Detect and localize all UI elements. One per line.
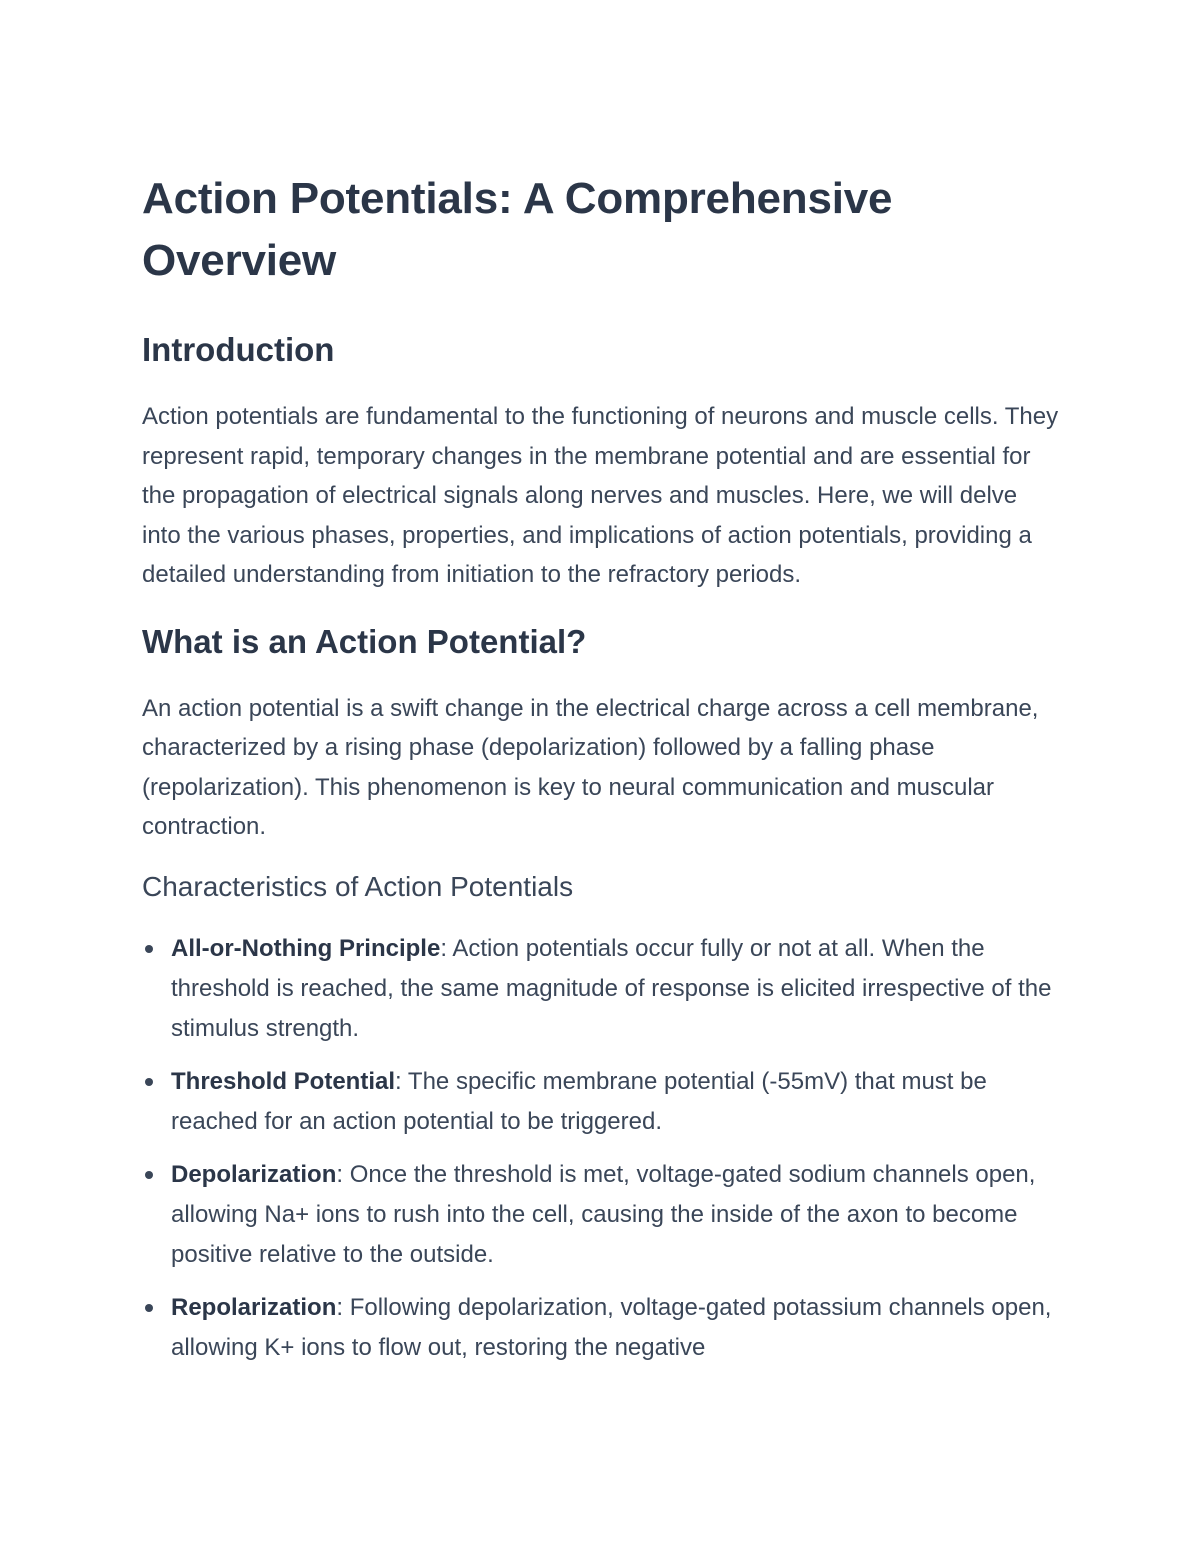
section-heading-introduction: Introduction <box>142 331 335 368</box>
bullet-icon <box>145 1171 153 1179</box>
list-item-term: Threshold Potential <box>171 1067 396 1095</box>
list-item <box>142 929 1062 1049</box>
list-item-term: Depolarization <box>171 1160 337 1188</box>
section-heading-what-is: What is an Action Potential? <box>142 622 587 660</box>
characteristics-list <box>142 929 1062 1368</box>
list-item <box>142 1062 1062 1142</box>
list-item-text: : The specific membrane potential (-55mV) that must be reached for an action potential to be triggered. <box>171 1067 987 1135</box>
list-item-text: : Action potentials occur fully or not at all. When the threshold is reached, the same magnitude of response is elicited irrespective of the stimulus strength. <box>171 934 1052 1042</box>
list-item-text: : Once the threshold is met, voltage-gated sodium channels open, allowing Na+ ions to rush into the cell, causing the inside of the axon to become positive relative to the outside. <box>171 1160 1036 1268</box>
introduction-paragraph: Action potentials are fundamental to the functioning of neurons and muscle cells. They represent rapid, temporary changes in the membrane potential and are essential for the propagation of electrical signals along nerves and muscles. Here, we will delve into the various phases, properties, and implications of action potentials, providing a detailed understanding from initiation to the refractory periods. <box>142 403 1059 588</box>
document-page <box>142 168 1062 1381</box>
list-item <box>142 1155 1062 1275</box>
bullet-icon <box>145 945 153 953</box>
list-item-term: Repolarization <box>171 1293 337 1321</box>
document-title: Action Potentials: A Comprehensive Overview <box>142 174 893 285</box>
list-item-text: : Following depolarization, voltage-gated potassium channels open, allowing K+ ions to flow out, restoring the negative <box>171 1293 1052 1361</box>
bullet-icon <box>145 1304 153 1312</box>
subsection-heading-characteristics: Characteristics of Action Potentials <box>142 870 574 902</box>
list-item <box>142 1288 1062 1368</box>
list-item-term: All-or-Nothing Principle <box>171 934 441 962</box>
what-is-paragraph: An action potential is a swift change in the electrical charge across a cell membrane, characterized by a rising phase (depolarization) followed by a falling phase (repolarization). This phenomenon is key to neural communication and muscular contraction. <box>142 694 1039 840</box>
bullet-icon <box>145 1078 153 1086</box>
